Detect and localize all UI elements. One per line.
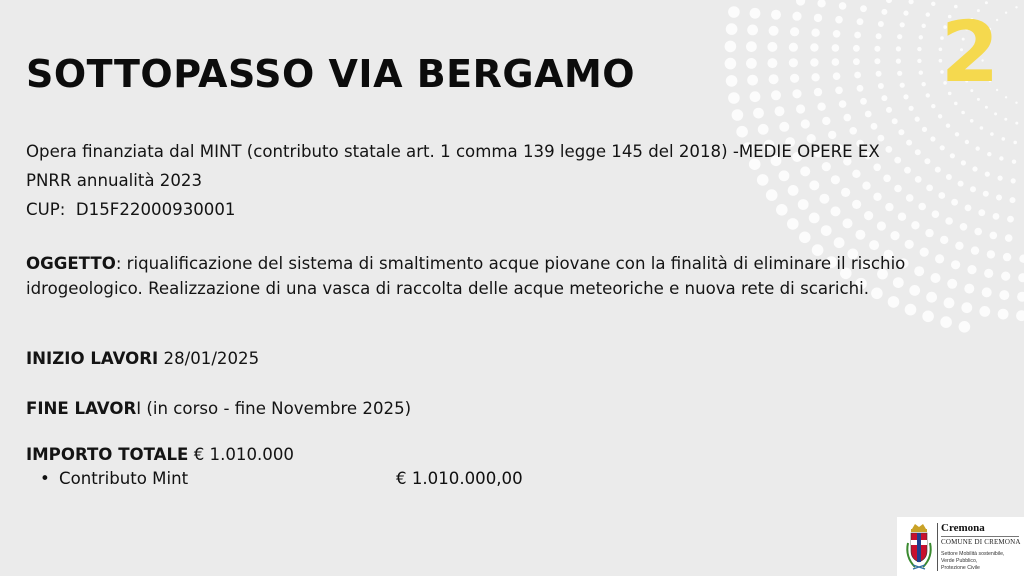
decorative-dot [898,129,904,135]
decorative-dot [790,27,799,36]
decorative-dot [961,111,965,115]
fine-lavori-line [26,396,1016,421]
decorative-dot [832,44,840,52]
decorative-dot [728,92,740,104]
decorative-dot [874,46,880,52]
decorative-dot [961,302,972,313]
cup-label: CUP: [26,200,66,219]
decorative-dot [896,59,901,64]
cup-line [26,197,1016,222]
decorative-dot [979,306,990,317]
decorative-dot [839,100,847,108]
decorative-dot [990,232,998,240]
decorative-dot [789,58,798,67]
decorative-dot [853,58,860,65]
funding-line-2: PNRR annualità 2023 [26,171,203,190]
decorative-dot [878,83,884,89]
page-title: SOTTOPASSO VIA BERGAMO [26,52,636,96]
decorative-dot [940,316,952,328]
decorative-dot [753,108,764,119]
decorative-dot [747,25,758,36]
decorative-dot [849,127,857,135]
decorative-dot [833,30,841,38]
decorative-dot [877,221,886,230]
decorative-dot [832,58,840,66]
decorative-dot [946,124,950,128]
decorative-dot [1015,102,1017,104]
decorative-dot [999,290,1009,300]
logo-sector-line-3: Protezione Civile [941,565,980,571]
coat-of-arms-icon [903,521,935,573]
decorative-dot [874,58,880,64]
contributo-value: € 1.010.000,00 [396,469,523,488]
decorative-dot [835,16,843,24]
decorative-dot [789,43,798,52]
inizio-lavori-label: INIZIO LAVORI [26,349,159,368]
decorative-dot [860,98,867,105]
importo-line [26,442,1016,467]
decorative-dot [1005,234,1013,242]
decorative-dot [905,304,917,316]
decorative-dot [817,0,825,7]
decorative-dot [814,88,822,96]
oggetto-text: : riqualificazione del sistema di smaltimento acque piovane con la finalità di eliminare il rischio idrogeologico. Realizzazione di una vasca di raccolta delle acque meteoriche e nuova rete di scarichi. [26,254,906,298]
decorative-dot [955,132,959,136]
slide-number: 2 [940,3,1000,101]
decorative-dot [925,229,933,237]
decorative-dot [897,34,902,39]
decorative-dot [917,59,921,63]
decorative-dot [970,119,974,123]
decorative-dot [892,118,898,124]
decorative-dot [886,107,892,113]
decorative-dot [974,228,982,236]
decorative-dot [767,42,777,52]
decorative-dot [1017,292,1024,302]
decorative-dot [817,103,825,111]
decorative-dot [919,71,923,75]
decorative-dot [954,102,958,106]
decorative-dot [821,225,832,236]
decorative-dot [922,127,927,132]
inizio-lavori-line [26,346,1016,371]
decorative-dot [833,72,841,80]
decorative-dot [960,223,968,231]
decorative-dot [810,58,818,66]
decorative-dot [890,231,899,240]
decorative-dot [769,74,779,84]
decorative-dot [881,9,887,15]
importo-label: IMPORTO TOTALE [26,445,189,464]
decorative-dot [998,309,1009,320]
decorative-dot [801,119,810,128]
decorative-dot [959,321,971,333]
decorative-dot [900,83,905,88]
decorative-dot [822,117,830,125]
decorative-dot [985,106,988,109]
decorative-dot [909,106,914,111]
decorative-dot [980,126,984,130]
decorative-dot [994,112,997,115]
decorative-dot [1003,253,1011,261]
decorative-dot [736,126,748,138]
decorative-dot [1015,122,1018,125]
decorative-dot [811,29,819,37]
decorative-dot [915,117,920,122]
decorative-dot [1001,272,1010,281]
decorative-dot [938,114,942,118]
decorative-dot [775,106,785,116]
bullet-icon: • [40,469,50,488]
logo-divider [941,536,1019,537]
decorative-dot [732,109,744,121]
decorative-dot [857,18,864,25]
oggetto-paragraph [26,251,991,301]
decorative-dot [747,75,758,86]
decorative-dot [726,23,738,35]
decorative-dot [886,0,892,3]
decorative-dot [811,73,819,81]
decorative-dot [909,0,914,4]
decorative-dot [1015,6,1017,8]
logo-city-name: Cremona [941,522,985,534]
decorative-dot [799,232,811,244]
fine-lavori-label-tail: I [136,399,142,418]
cup-value: D15F22000930001 [75,200,236,219]
logo-separator [937,523,938,571]
decorative-dot [810,43,818,51]
decorative-dot [771,90,781,100]
decorative-dot [865,111,872,118]
decorative-dot [834,237,845,248]
decorative-dot [860,5,867,12]
decorative-dot [931,104,935,108]
decorative-dot [779,122,789,132]
decorative-dot [900,22,905,27]
decorative-dot [955,242,963,250]
decorative-dot [725,58,737,70]
decorative-dot [911,221,919,229]
decorative-dot [796,0,805,6]
logo-comune-name: COMUNE DI CREMONA [941,538,1021,546]
decorative-dot [881,95,887,101]
decorative-dot [869,240,879,250]
decorative-dot [792,12,801,21]
decorative-dot [814,14,822,22]
decorative-dot [876,33,882,39]
decorative-dot [905,240,914,249]
decorative-dot [896,46,901,51]
decorative-dot [835,87,843,95]
decorative-dot [871,123,878,130]
decorative-dot [771,10,781,20]
decorative-dot [922,82,926,86]
logo-sector-line-2: Verde Pubblico, [941,558,978,564]
decorative-dot [750,91,761,102]
decorative-dot [792,89,801,98]
logo-sector-line-1: Settore Mobilità sostenibile, [941,551,1005,557]
decorative-dot [853,45,860,52]
decorative-dot [917,47,921,51]
decorative-dot [857,85,864,92]
decorative-dot [903,94,908,99]
inizio-lavori-value: 28/01/2025 [163,349,260,368]
decorative-dot [854,32,861,39]
decorative-dot [876,71,882,77]
fine-lavori-value: (in corso - fine Novembre 2025) [146,399,412,418]
decorative-dot [854,72,861,79]
decorative-dot [922,311,934,323]
decorative-dot [746,41,757,52]
decorative-dot [919,35,923,39]
decorative-dot [922,24,926,28]
importo-value: € 1.010.000 [193,445,294,464]
decorative-dot [1019,255,1024,263]
decorative-dot [726,75,738,87]
contributo-label: Contributo Mint [59,469,189,488]
decorative-dot [855,230,865,240]
decorative-dot [903,11,908,16]
decorative-dot [796,104,805,113]
decorative-dot [790,74,799,83]
decorative-dot [1016,310,1024,321]
decorative-dot [940,236,948,244]
decorative-dot [758,124,769,135]
fine-lavori-label: FINE LAVOR [26,399,137,418]
decorative-dot [1018,273,1024,282]
decorative-dot [878,21,884,27]
decorative-dot [769,26,779,36]
decorative-dot [746,58,757,69]
funding-line-1: Opera finanziata dal MINT (contributo statale art. 1 comma 139 legge 145 del 2018) -MEDIE OPERE EX [26,142,880,161]
decorative-dot [828,131,836,139]
funding-paragraph [26,139,1016,222]
decorative-dot [897,71,902,76]
decorative-dot [728,6,740,18]
decorative-dot [750,8,761,19]
decorative-dot [844,114,852,122]
decorative-dot [767,58,777,68]
oggetto-label: OGGETTO [26,254,116,273]
decorative-dot [990,132,994,136]
decorative-dot [725,41,737,53]
comune-logo [897,517,1024,576]
decorative-dot [1004,118,1007,121]
decorative-dot [839,2,847,10]
